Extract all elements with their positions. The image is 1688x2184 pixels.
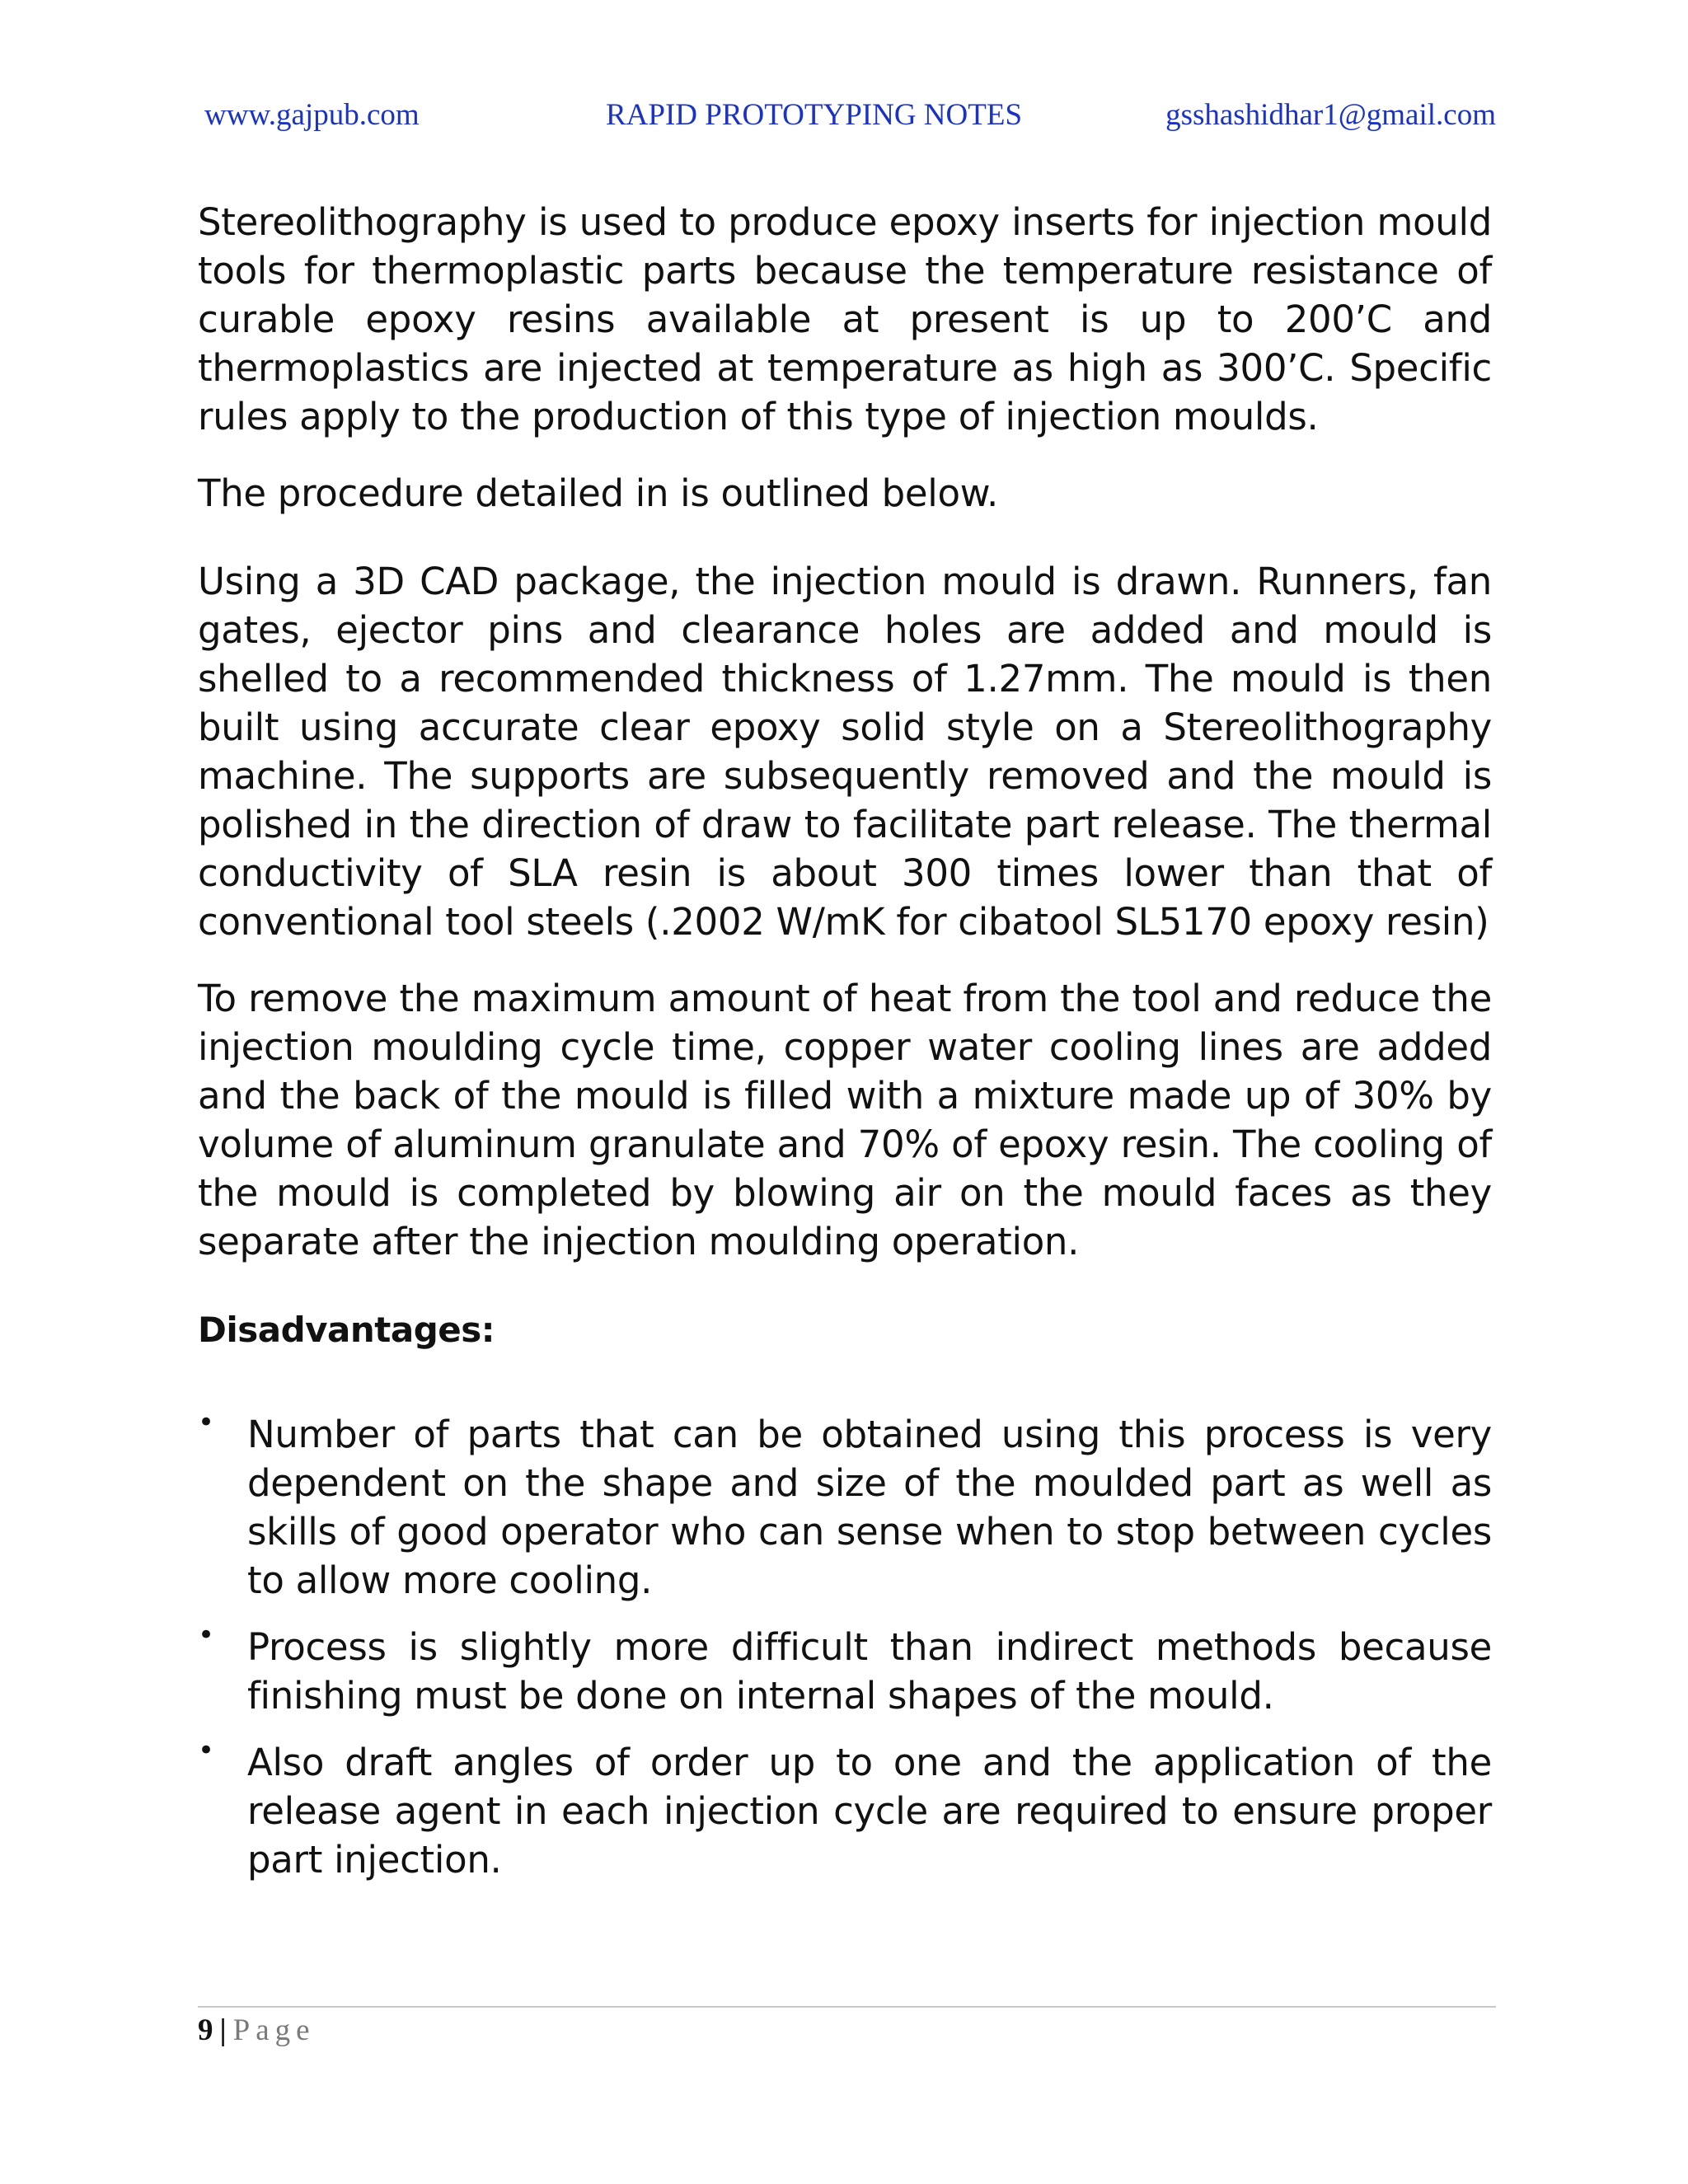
header-email: gsshashidhar1@gmail.com (1165, 98, 1496, 132)
page-footer (198, 2011, 316, 2050)
bullet-icon: • (198, 1619, 215, 1652)
list-item-text: Process is slightly more difficult than indirect methods because finishing must be done on internal shapes of the mould. (247, 1625, 1492, 1718)
list-item (198, 1619, 1492, 1720)
footer-divider (198, 2006, 1496, 2008)
page-separator: | (219, 2013, 227, 2047)
header-website: www.gajpub.com (204, 98, 420, 132)
bullet-icon: • (198, 1734, 215, 1767)
bullet-icon: • (198, 1406, 215, 1439)
list-item-text: Also draft angles of order up to one and the application of the release agent in each injection cycle are required to ensure proper part injection. (247, 1741, 1492, 1882)
paragraph-stereolithography-inserts: Stereolithography is used to produce epoxy inserts for injection mould tools for thermoplastic parts because the temperature resistance of curable epoxy resins available at present is up to 200’C and thermoplastics are injected at temperature as high as 300’C. Specific rules apply to the production of this type of injection moulds. (198, 200, 1492, 438)
disadvantages-list (198, 1406, 1492, 1884)
header-title: RAPID PROTOTYPING NOTES (606, 98, 1023, 132)
page-label: Page (232, 2013, 316, 2047)
list-item-text: Number of parts that can be obtained using this process is very dependent on the shape and size of the moulded part as well as skills of good operator who can sense when to stop between cycles to allow more cooling. (247, 1413, 1492, 1602)
page-body (198, 198, 1492, 1902)
paragraph-cad-procedure: Using a 3D CAD package, the injection mould is drawn. Runners, fan gates, ejector pins and clearance holes are added and mould is shelled to a recommended thickness of 1.27mm. The mould is then built using accurate clear epoxy solid style on a Stereolithography machine. The supports are subsequently removed and the mould is polished in the direction of draw to facilitate part release. The thermal conductivity of SLA resin is about 300 times lower than that of conventional tool steels (.2002 W/mK for cibatool SL5170 epoxy resin) (198, 560, 1492, 944)
paragraph-procedure-intro: The procedure detailed in is outlined below. (198, 471, 999, 515)
page-number: 9 (198, 2013, 213, 2047)
disadvantages-heading: Disadvantages: (198, 1310, 495, 1350)
list-item (198, 1406, 1492, 1605)
list-item (198, 1734, 1492, 1884)
paragraph-cooling: To remove the maximum amount of heat from the tool and reduce the injection moulding cycle time, copper water cooling lines are added and the back of the mould is filled with a mixture made up of 30% by volume of aluminum granulate and 70% of epoxy resin. The cooling of the mould is completed by blowing air on the mould faces as they separate after the injection moulding operation. (198, 977, 1492, 1263)
page-header (198, 97, 1496, 138)
